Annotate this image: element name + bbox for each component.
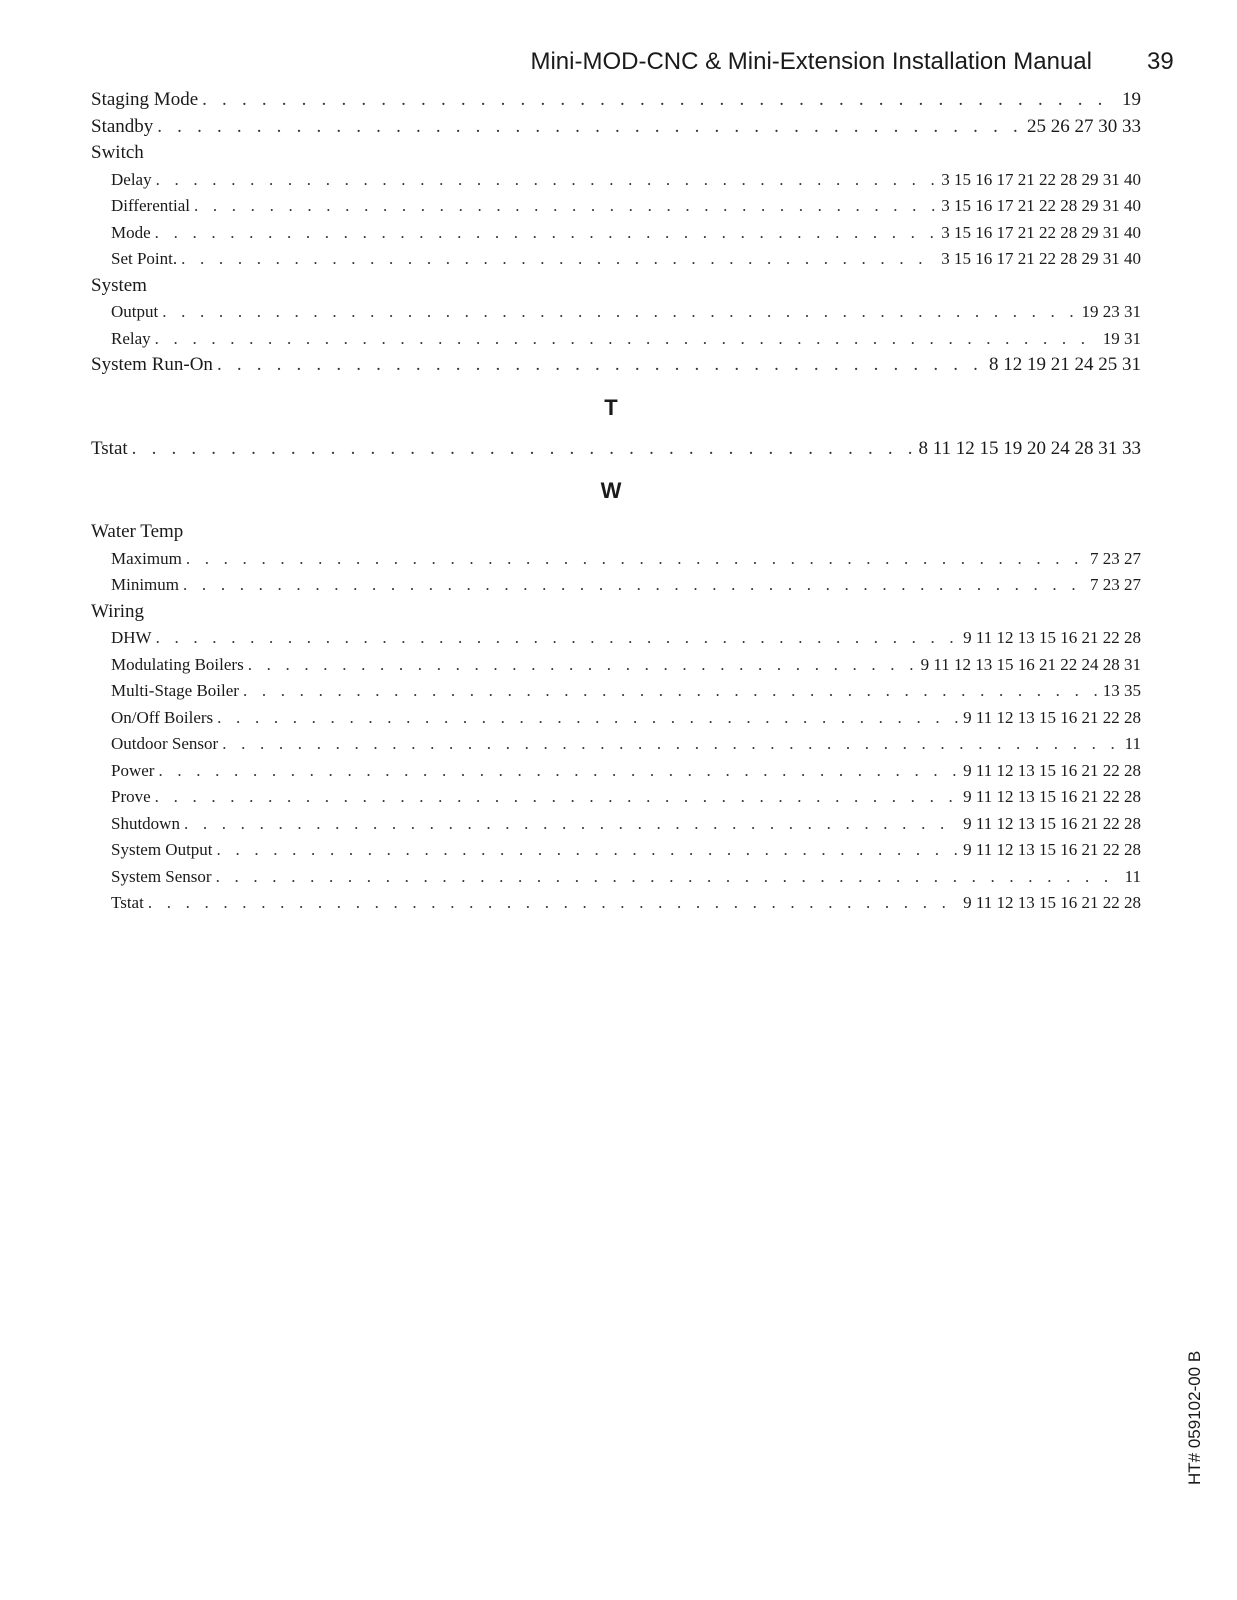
index-pages: 19 23 31 bbox=[1081, 302, 1141, 321]
index-entry-system-run-on bbox=[91, 352, 1141, 379]
dot-leader bbox=[216, 864, 1121, 891]
dot-leader bbox=[202, 87, 1118, 114]
index-subentry-minimum bbox=[91, 572, 1141, 599]
index-subentry-multi-stage-boiler bbox=[91, 678, 1141, 705]
index-term: Shutdown bbox=[111, 813, 180, 833]
index-heading-water-temp bbox=[91, 519, 1141, 546]
index-subentry-delay bbox=[91, 167, 1141, 194]
index-entry-staging-mode bbox=[91, 87, 1141, 114]
index-term: Maximum bbox=[111, 548, 182, 568]
dot-leader bbox=[155, 220, 938, 247]
dot-leader bbox=[186, 546, 1086, 573]
index-term: Set Point. bbox=[111, 249, 178, 268]
page-header bbox=[0, 48, 1237, 82]
dot-leader bbox=[194, 193, 937, 220]
index-term: Modulating Boilers bbox=[111, 654, 244, 674]
index-term: Staging Mode bbox=[91, 89, 199, 110]
index-subentry-set-point bbox=[91, 246, 1141, 273]
dot-leader bbox=[162, 299, 1077, 326]
index-pages: 9 11 12 13 15 16 21 22 28 bbox=[963, 628, 1141, 647]
index-term: Multi-Stage Boiler bbox=[111, 681, 239, 700]
index-pages: 19 31 bbox=[1102, 328, 1141, 348]
index-term: Prove bbox=[111, 787, 151, 806]
index-term: Minimum bbox=[111, 575, 180, 594]
index-subentry-output bbox=[91, 299, 1141, 326]
index-pages: 9 11 12 13 15 16 21 22 28 bbox=[963, 813, 1141, 833]
index-subentry-mode bbox=[91, 220, 1141, 247]
index-term: System Sensor bbox=[111, 866, 212, 886]
dot-leader bbox=[155, 326, 1099, 353]
dot-leader bbox=[156, 625, 960, 652]
index-entry-tstat bbox=[91, 436, 1141, 463]
index-subentry-maximum bbox=[91, 546, 1141, 573]
dot-leader bbox=[158, 758, 959, 785]
index-pages: 11 bbox=[1124, 734, 1141, 753]
dot-leader bbox=[222, 731, 1120, 758]
index-pages: 9 11 12 13 15 16 21 22 28 bbox=[963, 707, 1141, 727]
index-pages: 9 11 12 13 15 16 21 22 28 bbox=[963, 760, 1141, 780]
section-letter-w: W bbox=[600, 478, 622, 503]
index-term: Power bbox=[111, 760, 155, 780]
index-subentry-relay bbox=[91, 326, 1141, 353]
dot-leader bbox=[183, 572, 1086, 599]
dot-leader bbox=[217, 837, 960, 864]
index-pages: 19 bbox=[1122, 89, 1141, 110]
index-term: Relay bbox=[111, 328, 151, 348]
index-heading-wiring bbox=[91, 599, 1141, 626]
index-pages: 3 15 16 17 21 22 28 29 31 40 bbox=[941, 222, 1141, 242]
index-subentry-modulating-boilers bbox=[91, 652, 1141, 679]
index-subentry-system-sensor bbox=[91, 864, 1141, 891]
index-pages: 7 23 27 bbox=[1090, 548, 1141, 568]
index-term: Standby bbox=[91, 115, 154, 137]
index-term: Wiring bbox=[91, 600, 145, 622]
dot-leader bbox=[217, 352, 985, 379]
index-pages: 3 15 16 17 21 22 28 29 31 40 bbox=[941, 249, 1141, 268]
index-pages: 9 11 12 13 15 16 21 22 28 bbox=[963, 893, 1141, 912]
index-subentry-power bbox=[91, 758, 1141, 785]
index-pages: 13 35 bbox=[1102, 681, 1141, 700]
dot-leader bbox=[248, 652, 917, 679]
index-pages: 8 11 12 15 19 20 24 28 31 33 bbox=[918, 437, 1141, 459]
index-term: System Output bbox=[111, 840, 213, 859]
dot-leader bbox=[181, 246, 937, 273]
index-subentry-tstat bbox=[91, 890, 1141, 917]
index-pages: 9 11 12 13 15 16 21 22 24 28 31 bbox=[920, 654, 1141, 674]
index-pages: 25 26 27 30 33 bbox=[1027, 115, 1141, 137]
index-pages: 8 12 19 21 24 25 31 bbox=[989, 354, 1141, 375]
index-subentry-dhw bbox=[91, 625, 1141, 652]
index-term: DHW bbox=[111, 628, 152, 647]
index-subentry-on-off-boilers bbox=[91, 705, 1141, 732]
index-term: Outdoor Sensor bbox=[111, 734, 219, 753]
index-pages: 9 11 12 13 15 16 21 22 28 bbox=[963, 840, 1141, 859]
section-letter-t: T bbox=[604, 394, 618, 420]
index-term: Differential bbox=[111, 196, 190, 215]
index-term: Delay bbox=[111, 169, 152, 189]
index-term: System Run-On bbox=[91, 354, 213, 375]
page-number: 39 bbox=[1147, 48, 1174, 75]
index-heading-switch bbox=[91, 140, 1141, 167]
manual-title: Mini-MOD-CNC & Mini-Extension Installation Manual bbox=[530, 48, 1092, 75]
index-term: Tstat bbox=[91, 437, 128, 459]
index-term: Tstat bbox=[111, 893, 144, 912]
index-subentry-differential bbox=[91, 193, 1141, 220]
dot-leader bbox=[132, 436, 915, 463]
index-subentry-shutdown bbox=[91, 811, 1141, 838]
index-term: Water Temp bbox=[91, 521, 184, 542]
index-pages: 3 15 16 17 21 22 28 29 31 40 bbox=[941, 169, 1141, 189]
index-pages: 3 15 16 17 21 22 28 29 31 40 bbox=[941, 196, 1141, 215]
dot-leader bbox=[156, 167, 938, 194]
index-term: Mode bbox=[111, 222, 151, 242]
index-pages: 9 11 12 13 15 16 21 22 28 bbox=[963, 787, 1141, 806]
index-pages: 7 23 27 bbox=[1090, 575, 1141, 594]
index-subentry-system-output bbox=[91, 837, 1141, 864]
dot-leader bbox=[217, 705, 959, 732]
dot-leader bbox=[243, 678, 1099, 705]
dot-leader bbox=[155, 784, 959, 811]
index-term: Switch bbox=[91, 142, 144, 163]
dot-leader bbox=[148, 890, 959, 917]
index-heading-system bbox=[91, 273, 1141, 300]
index-term: System bbox=[91, 274, 147, 296]
index-pages: 11 bbox=[1124, 866, 1141, 886]
index-entry-standby bbox=[91, 114, 1141, 141]
index-subentry-prove bbox=[91, 784, 1141, 811]
document-code: HT# 059102-00 B bbox=[1185, 1350, 1204, 1485]
dot-leader bbox=[184, 811, 959, 838]
index-subentry-outdoor-sensor bbox=[91, 731, 1141, 758]
index-term: Output bbox=[111, 302, 159, 321]
index-list bbox=[91, 87, 1141, 917]
index-term: On/Off Boilers bbox=[111, 707, 214, 727]
dot-leader bbox=[157, 114, 1023, 141]
